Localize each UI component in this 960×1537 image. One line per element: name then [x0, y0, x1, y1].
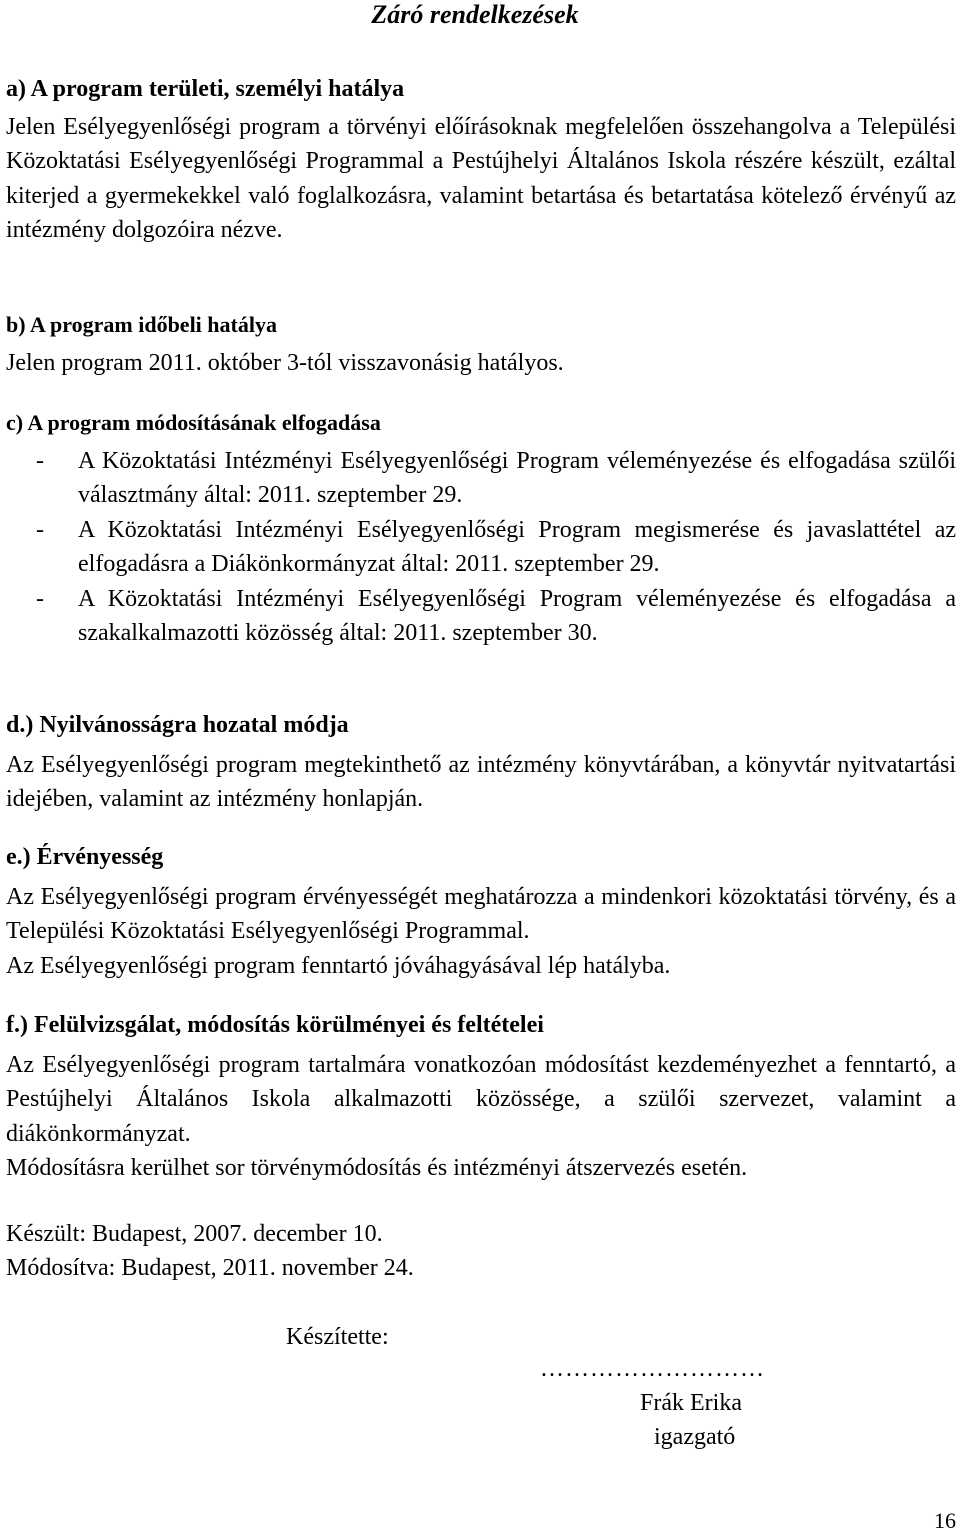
page-title: Záró rendelkezések [371, 0, 579, 29]
section-e-text-1: Az Esélyegyenlőségi program érvényességét meghatározza a mindenkori közoktatási törvény, és a Települési Közoktatási Esélyegyenlőségi Programmal. [6, 884, 956, 945]
section-f-heading: f.) Felülvizsgálat, módosítás körülményei és feltételei [6, 1012, 544, 1038]
section-c-list [6, 444, 956, 650]
list-item-text: A Közoktatási Intézményi Esélyegyenlőségi Program véleményezése és elfogadása a szakalkalmazotti közösség által: 2011. szeptember 30. [78, 585, 956, 647]
section-a-text: Jelen Esélyegyenlőségi program a törvényi előírásoknak megfelelően összehangolva a Települési Közoktatási Esélyegyenlőségi Programmal a Pestújhelyi Általános Iskola részére készült, ezáltal kiterjed a gyermekekkel való foglalkozásra, valamint betartása és betartatása kötelező érvényű az intézmény dolgozóira nézve. [6, 114, 956, 244]
list-dash: - [36, 585, 44, 612]
section-d-text: Az Esélyegyenlőségi program megtekinthető az intézmény könyvtárában, a könyvtár nyitvatartási idejében, valamint az intézmény honlapján. [6, 752, 956, 813]
section-b-text: Jelen program 2011. október 3-tól visszavonásig hatályos. [6, 350, 564, 376]
signatory-name: Frák Erika [640, 1390, 742, 1416]
section-f-text-2: Módosításra kerülhet sor törvénymódosítás és intézményi átszervezés esetén. [6, 1155, 748, 1181]
section-e-text-2: Az Esélyegyenlőségi program fenntartó jóváhagyásával lép hatályba. [6, 953, 671, 979]
list-item-text: A Közoktatási Intézményi Esélyegyenlőségi Program véleményezése és elfogadása szülői választmány által: 2011. szeptember 29. [78, 448, 956, 509]
section-d-heading: d.) Nyilvánosságra hozatal módja [6, 712, 349, 738]
page-number: 16 [934, 1508, 956, 1533]
section-f-text-1: Az Esélyegyenlőségi program tartalmára vonatkozóan módosítást kezdeményezhet a fenntartó, a Pestújhelyi Általános Iskola alkalmazotti közössége, a szülői szervezet, valamint a diákönkormányzat. [6, 1052, 956, 1147]
list-dash: - [36, 448, 44, 474]
modified-line: Módosítva: Budapest, 2011. november 24. [6, 1255, 414, 1281]
list-item [6, 513, 956, 582]
section-a-heading: a) A program területi, személyi hatálya [6, 76, 405, 102]
section-e-heading: e.) Érvényesség [6, 844, 164, 870]
list-dash: - [36, 516, 44, 543]
signature-line: ……………………… [540, 1356, 765, 1382]
list-item [6, 582, 956, 651]
created-line: Készült: Budapest, 2007. december 10. [6, 1221, 383, 1247]
list-item [6, 444, 956, 513]
prepared-by-label: Készítette: [286, 1324, 389, 1350]
section-b-heading: b) A program időbeli hatálya [6, 312, 277, 337]
signatory-role: igazgató [654, 1424, 736, 1450]
section-c-heading: c) A program módosításának elfogadása [6, 410, 381, 435]
list-item-text: A Közoktatási Intézményi Esélyegyenlőségi Program megismerése és javaslattétel az elfogadásra a Diákönkormányzat által: 2011. szeptember 29. [78, 516, 956, 578]
